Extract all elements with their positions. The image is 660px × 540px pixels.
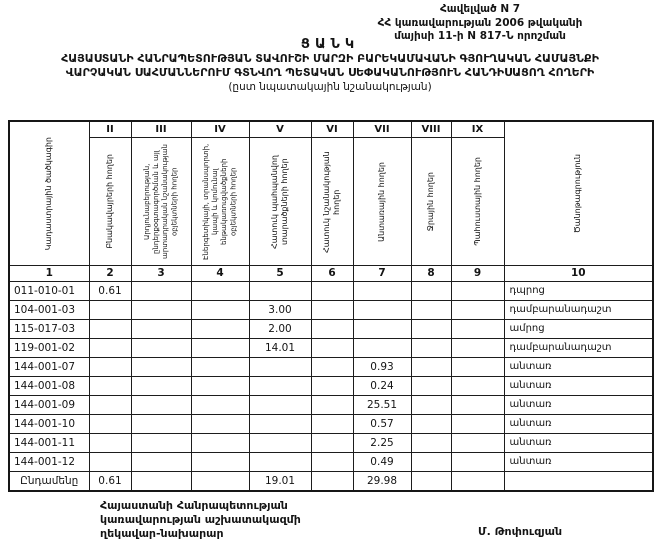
area-value-cell xyxy=(89,453,131,472)
cadastral-code-cell: 144-001-10 xyxy=(9,415,89,434)
appendix-line-2: ՀՀ կառավարության 2006 թվականի xyxy=(377,16,583,29)
area-value-cell xyxy=(191,339,249,358)
area-value-cell: 0.57 xyxy=(353,415,411,434)
area-value-cell xyxy=(89,320,131,339)
area-value-cell xyxy=(131,282,191,301)
total-label-cell: Ընդամենը xyxy=(9,472,89,492)
area-value-cell xyxy=(451,396,504,415)
title-line-2: ՎԱՐՉԱԿԱՆ ՍԱՀՄԱՆՆԵՐՈՒՄ ԳՏՆՎՈՂ ՊԵՏԱԿԱՆ ՍԵՓԱԿԱՆՈՒԹՅՈՒՆ ՀԱՆԴԻՍԱՑՈՂ ՀՈՂԵՐԻ xyxy=(65,65,595,79)
area-value-cell xyxy=(191,453,249,472)
column-label: Ծանոթագրություն xyxy=(573,153,583,234)
area-value-cell xyxy=(311,320,353,339)
column-label: Բնակավայրերի հողեր xyxy=(105,154,114,249)
area-value-cell xyxy=(353,282,411,301)
area-value-cell: 0.49 xyxy=(353,453,411,472)
area-value-cell xyxy=(89,358,131,377)
area-value-cell xyxy=(191,358,249,377)
area-value-cell: 14.01 xyxy=(249,339,311,358)
title-heading: ՑԱՆԿ xyxy=(300,37,360,52)
column-index: 6 xyxy=(311,266,353,282)
total-value-cell: 29.98 xyxy=(353,472,411,492)
area-value-cell xyxy=(131,358,191,377)
column-numeral: VIII xyxy=(412,122,451,138)
footer-signatory-title xyxy=(100,499,301,540)
area-value-cell: 2.00 xyxy=(249,320,311,339)
signatory-name: Մ. Թոփուզյան xyxy=(478,525,563,538)
column-label: Կադաստրային ծածկագիր xyxy=(44,136,54,251)
column-header-reserve-lands xyxy=(451,121,504,266)
table-row xyxy=(9,282,653,301)
area-value-cell xyxy=(249,377,311,396)
area-value-cell xyxy=(353,320,411,339)
column-numeral: VII xyxy=(354,122,411,138)
area-value-cell xyxy=(451,320,504,339)
area-value-cell xyxy=(249,396,311,415)
table-header-row xyxy=(9,121,653,266)
total-value-cell xyxy=(451,472,504,492)
area-value-cell xyxy=(451,358,504,377)
footer-line-1: Հայաստանի Հանրապետության xyxy=(100,499,288,512)
column-label: Պահուստային հողեր xyxy=(472,157,482,246)
table-row xyxy=(9,396,653,415)
area-value-cell xyxy=(89,339,131,358)
column-index: 9 xyxy=(451,266,504,282)
area-value-cell xyxy=(89,396,131,415)
table-row xyxy=(9,377,653,396)
area-value-cell xyxy=(411,301,451,320)
column-index: 2 xyxy=(89,266,131,282)
column-index: 10 xyxy=(504,266,653,282)
column-label: Հատուկ պահպանվող տարածքների հողեր xyxy=(270,154,289,249)
remark-cell: անտառ xyxy=(504,434,653,453)
document-title xyxy=(0,37,660,93)
area-value-cell xyxy=(131,396,191,415)
area-value-cell xyxy=(191,282,249,301)
area-value-cell xyxy=(131,434,191,453)
area-value-cell xyxy=(451,453,504,472)
column-index: 1 xyxy=(9,266,89,282)
area-value-cell xyxy=(311,377,353,396)
column-header-remarks xyxy=(504,121,653,266)
area-value-cell xyxy=(411,339,451,358)
remark-cell: դպրոց xyxy=(504,282,653,301)
appendix-line-1: Հավելված N 7 xyxy=(439,3,521,15)
cadastral-code-cell: 144-001-12 xyxy=(9,453,89,472)
remark-cell: անտառ xyxy=(504,396,653,415)
remark-cell: ամրոց xyxy=(504,320,653,339)
area-value-cell xyxy=(311,339,353,358)
column-header-protected-lands xyxy=(249,121,311,266)
land-registry-table xyxy=(8,120,654,492)
total-remark-cell xyxy=(504,472,653,492)
column-label: Հատուկ նշանակության հողեր xyxy=(322,150,341,253)
area-value-cell xyxy=(249,358,311,377)
area-value-cell xyxy=(131,415,191,434)
cadastral-code-cell: 144-001-11 xyxy=(9,434,89,453)
area-value-cell xyxy=(191,320,249,339)
cadastral-code-cell: 144-001-08 xyxy=(9,377,89,396)
title-line-1: ՀԱՅԱՍՏԱՆԻ ՀԱՆՐԱՊԵՏՈՒԹՅԱՆ ՏԱՎՈՒՇԻ ՄԱՐԶԻ ԲԱՐԵԿԱՄԱՎԱՆԻ ԳՅՈՒՂԱԿԱՆ ՀԱՄԱՅՆՔԻ xyxy=(61,52,599,65)
area-value-cell xyxy=(411,377,451,396)
area-value-cell xyxy=(451,301,504,320)
remark-cell: անտառ xyxy=(504,415,653,434)
area-value-cell xyxy=(131,339,191,358)
area-value-cell xyxy=(411,358,451,377)
area-value-cell xyxy=(249,415,311,434)
table-row xyxy=(9,453,653,472)
total-row xyxy=(9,472,653,492)
column-label: Ջրային հողեր xyxy=(426,171,435,232)
area-value-cell xyxy=(249,434,311,453)
area-value-cell xyxy=(311,415,353,434)
table-row xyxy=(9,301,653,320)
footer-line-3: ղեկավար-նախարար xyxy=(100,527,224,540)
table-row xyxy=(9,339,653,358)
area-value-cell xyxy=(311,434,353,453)
area-value-cell xyxy=(191,396,249,415)
cadastral-code-cell: 144-001-07 xyxy=(9,358,89,377)
title-subtitle: (ըստ նպատակային նշանակության) xyxy=(228,80,432,93)
area-value-cell xyxy=(131,453,191,472)
area-value-cell: 25.51 xyxy=(353,396,411,415)
cadastral-code-cell: 104-001-03 xyxy=(9,301,89,320)
area-value-cell xyxy=(191,301,249,320)
total-value-cell: 0.61 xyxy=(89,472,131,492)
area-value-cell xyxy=(411,282,451,301)
area-value-cell xyxy=(131,301,191,320)
area-value-cell xyxy=(191,415,249,434)
area-value-cell xyxy=(451,377,504,396)
area-value-cell xyxy=(451,415,504,434)
area-value-cell xyxy=(311,301,353,320)
area-value-cell: 0.24 xyxy=(353,377,411,396)
area-value-cell: 3.00 xyxy=(249,301,311,320)
area-value-cell xyxy=(89,415,131,434)
total-value-cell: 19.01 xyxy=(249,472,311,492)
area-value-cell xyxy=(311,282,353,301)
column-label: Արդյունաբերության, ընդերքօգտագործման և այլ արտադրական նշանակության օբյեկտների հողեր xyxy=(142,144,179,259)
area-value-cell xyxy=(311,396,353,415)
area-value-cell xyxy=(451,339,504,358)
table-row xyxy=(9,320,653,339)
cadastral-code-cell: 119-001-02 xyxy=(9,339,89,358)
column-index-row xyxy=(9,266,653,282)
area-value-cell xyxy=(353,301,411,320)
column-numeral: II xyxy=(90,122,131,138)
area-value-cell xyxy=(191,434,249,453)
cadastral-code-cell: 011-010-01 xyxy=(9,282,89,301)
column-header-cadastral-code xyxy=(9,121,89,266)
column-index: 5 xyxy=(249,266,311,282)
area-value-cell xyxy=(131,320,191,339)
area-value-cell xyxy=(451,282,504,301)
total-value-cell xyxy=(131,472,191,492)
table-row xyxy=(9,358,653,377)
area-value-cell xyxy=(89,434,131,453)
table-row xyxy=(9,434,653,453)
column-header-settlement-lands xyxy=(89,121,131,266)
remark-cell: անտառ xyxy=(504,453,653,472)
remark-cell: դամբարանադաշտ xyxy=(504,339,653,358)
column-numeral: IX xyxy=(452,122,504,138)
area-value-cell: 0.61 xyxy=(89,282,131,301)
area-value-cell xyxy=(411,415,451,434)
column-label: Անտառային հողեր xyxy=(377,161,386,242)
area-value-cell xyxy=(191,377,249,396)
cadastral-code-cell: 144-001-09 xyxy=(9,396,89,415)
area-value-cell xyxy=(411,396,451,415)
total-value-cell xyxy=(411,472,451,492)
column-header-industrial-lands xyxy=(131,121,191,266)
column-numeral: V xyxy=(250,122,311,138)
area-value-cell xyxy=(353,339,411,358)
total-value-cell xyxy=(311,472,353,492)
column-numeral: IV xyxy=(192,122,249,138)
remark-cell: դամբարանադաշտ xyxy=(504,301,653,320)
area-value-cell: 0.93 xyxy=(353,358,411,377)
column-numeral: III xyxy=(132,122,191,138)
column-index: 7 xyxy=(353,266,411,282)
column-numeral: VI xyxy=(312,122,353,138)
column-header-special-purpose-lands xyxy=(311,121,353,266)
column-index: 3 xyxy=(131,266,191,282)
cadastral-code-cell: 115-017-03 xyxy=(9,320,89,339)
total-value-cell xyxy=(191,472,249,492)
column-label: Էներգետիկայի, տրանսպորտի, կապի և կոմունալ ենթակառուցվածքների օբյեկտների հողեր xyxy=(201,143,238,260)
area-value-cell xyxy=(311,358,353,377)
column-index: 4 xyxy=(191,266,249,282)
area-value-cell xyxy=(89,377,131,396)
remark-cell: անտառ xyxy=(504,377,653,396)
area-value-cell: 2.25 xyxy=(353,434,411,453)
area-value-cell xyxy=(411,434,451,453)
footer-line-2: կառավարության աշխատակազմի xyxy=(100,513,301,527)
area-value-cell xyxy=(89,301,131,320)
area-value-cell xyxy=(411,320,451,339)
area-value-cell xyxy=(249,453,311,472)
area-value-cell xyxy=(451,434,504,453)
area-value-cell xyxy=(311,453,353,472)
column-header-water-lands xyxy=(411,121,451,266)
remark-cell: անտառ xyxy=(504,358,653,377)
area-value-cell xyxy=(249,282,311,301)
column-index: 8 xyxy=(411,266,451,282)
column-header-forest-lands xyxy=(353,121,411,266)
area-value-cell xyxy=(131,377,191,396)
column-header-infrastructure-lands xyxy=(191,121,249,266)
appendix-line-3: մայիսի 11-ի N 817-Ն որոշման xyxy=(394,30,566,43)
area-value-cell xyxy=(411,453,451,472)
table-row xyxy=(9,415,653,434)
